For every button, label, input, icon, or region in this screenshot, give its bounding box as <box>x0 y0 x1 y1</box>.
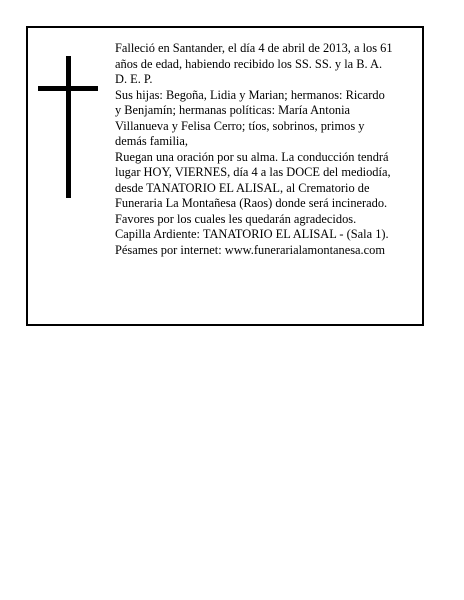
obituary-line: Villanueva y Felisa Cerro; tíos, sobrinos, primos y <box>115 118 365 133</box>
cross-vertical-bar <box>66 56 71 198</box>
obituary-line: demás familia, <box>115 134 188 148</box>
obituary-line: Falleció en Santander, el día 4 de abril de 2013, a los 61 <box>115 41 393 55</box>
obituary-line: lugar HOY, VIERNES, día 4 a las DOCE del mediodía, <box>115 165 391 179</box>
obituary-line: años de edad, habiendo recibido los SS. SS. y la B. A. <box>115 56 383 71</box>
obituary-line: Capilla Ardiente: TANATORIO EL ALISAL - (Sala 1). <box>115 227 389 241</box>
obituary-line: Sus hijas: Begoña, Lidia y Marian; hermanos: Ricardo <box>115 87 385 102</box>
cross-horizontal-bar <box>38 86 98 91</box>
cross-icon <box>38 56 98 198</box>
obituary-notice <box>26 26 424 326</box>
obituary-text <box>115 41 425 258</box>
obituary-line: Favores por los cuales les quedarán agradecidos. <box>115 211 357 226</box>
obituary-line: Funeraria La Montañesa (Raos) donde será incinerado. <box>115 196 388 210</box>
obituary-line: Ruegan una oración por su alma. La conducción tendrá <box>115 149 389 164</box>
obituary-line: y Benjamín; hermanas políticas: María Antonia <box>115 103 351 117</box>
obituary-line: D. E. P. <box>115 72 153 86</box>
obituary-line: desde TANATORIO EL ALISAL, al Crematorio de <box>115 180 370 195</box>
obituary-line: Pésames por internet: www.funerarialamontanesa.com <box>115 242 385 257</box>
